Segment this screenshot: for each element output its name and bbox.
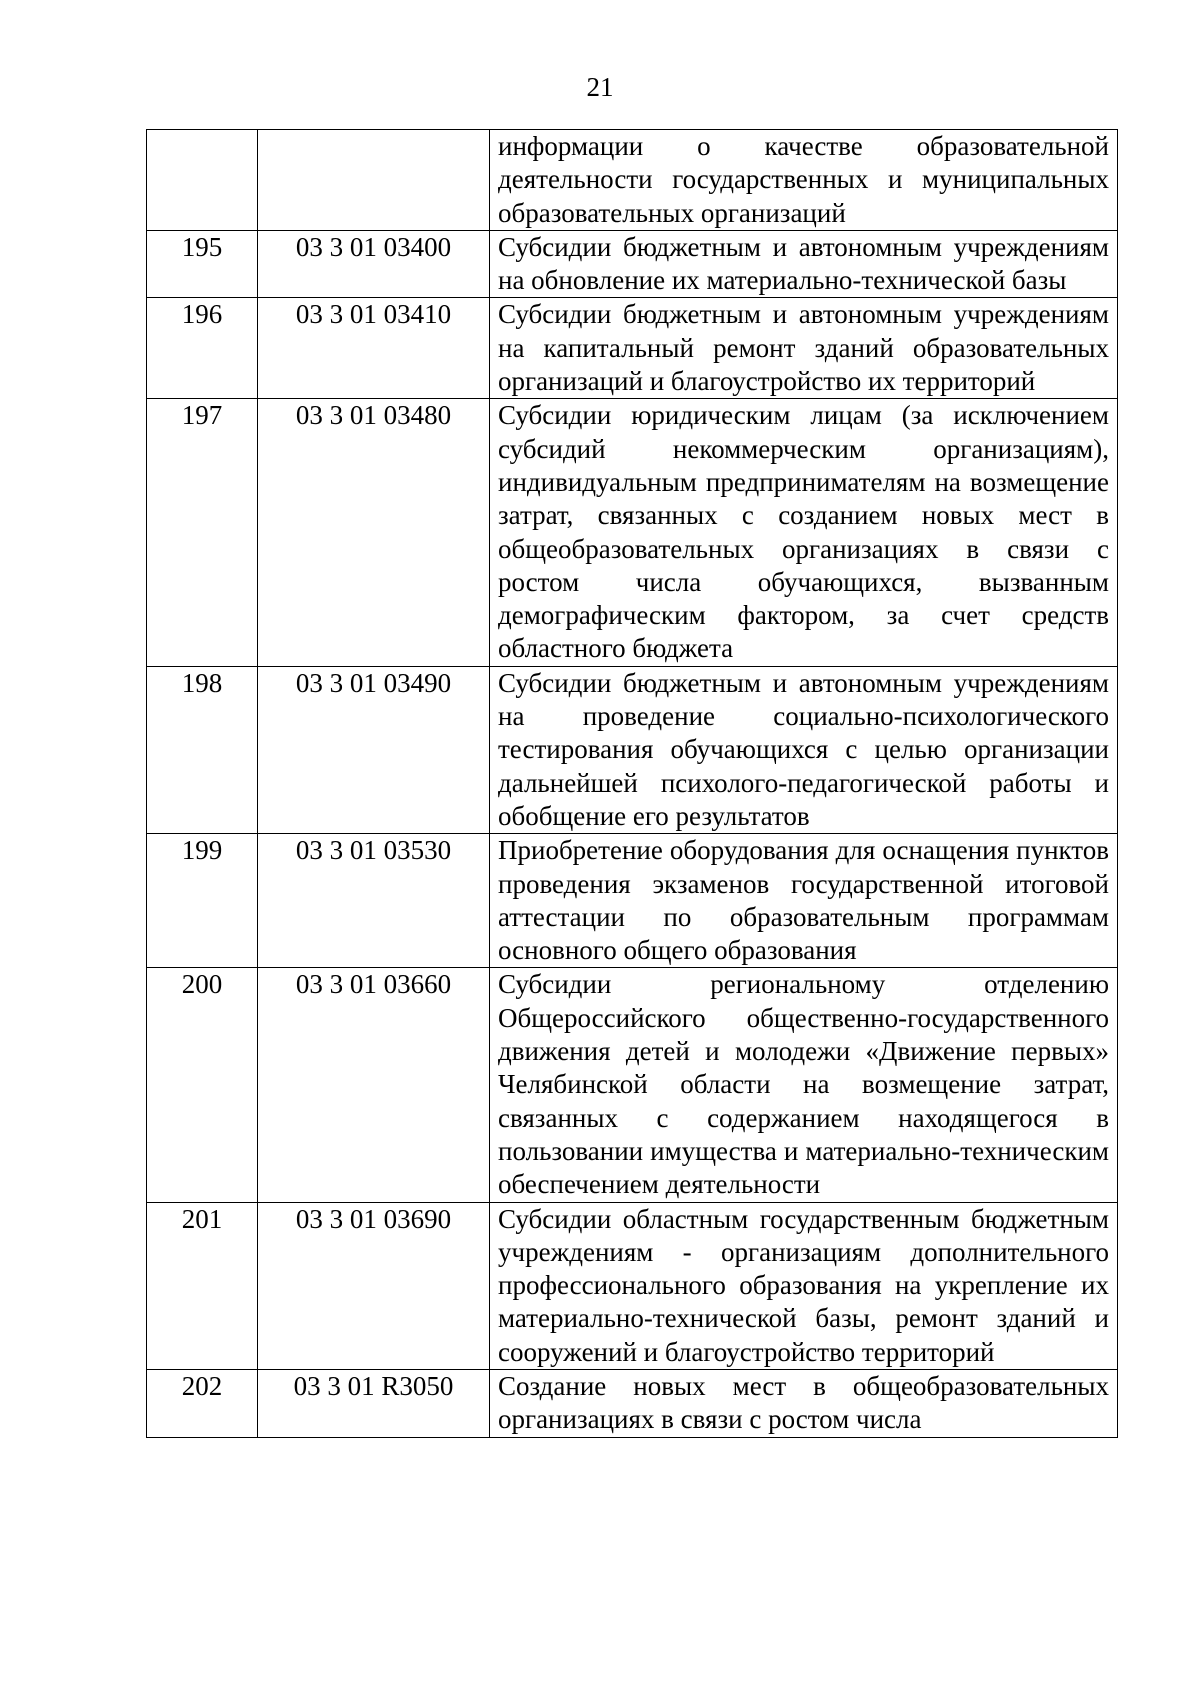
table-row	[147, 298, 1118, 399]
row-number: 197	[181, 400, 223, 431]
description-cell	[490, 968, 1118, 1202]
code-cell	[258, 230, 490, 298]
table-row	[147, 666, 1118, 833]
budget-code: 03 3 01 03690	[295, 1203, 452, 1234]
budget-code: 03 3 01 03480	[295, 400, 452, 431]
table-row	[147, 130, 1118, 231]
row-number: 199	[181, 835, 223, 866]
description-cell	[490, 666, 1118, 833]
table-row	[147, 399, 1118, 666]
description-text: Субсидии бюджетным и автономным учреждениям на обновление их материально-технической базы	[498, 231, 1109, 296]
row-number-cell	[147, 834, 258, 968]
row-number-cell	[147, 230, 258, 298]
row-number-cell	[147, 1202, 258, 1369]
budget-code: 03 3 01 03660	[295, 969, 452, 1000]
description-cell	[490, 1369, 1118, 1437]
description-cell	[490, 230, 1118, 298]
row-number: 200	[181, 969, 223, 1000]
code-cell	[258, 1369, 490, 1437]
row-number-cell	[147, 666, 258, 833]
budget-code: 03 3 01 03530	[295, 835, 452, 866]
budget-code: 03 3 01 03410	[295, 299, 452, 330]
code-cell	[258, 666, 490, 833]
code-cell	[258, 399, 490, 666]
description-text: Создание новых мест в общеобразовательных организациях в связи с ростом числа	[498, 1370, 1109, 1435]
description-text: Субсидии юридическим лицам (за исключением субсидий некоммерческим организациям), индивидуальным предпринимателям на возмещение затрат, связанных с созданием новых мест в общеобразовательных организациях в связи с ростом числа обучающихся, вызванным демографическим фактором, за счет средств областного бюджета	[498, 400, 1109, 664]
row-number-cell	[147, 1369, 258, 1437]
description-cell	[490, 298, 1118, 399]
page-number: 21	[586, 72, 614, 102]
row-number: 198	[181, 667, 223, 698]
row-number-cell	[147, 399, 258, 666]
description-text: Приобретение оборудования для оснащения пунктов проведения экзаменов государственной итоговой аттестации по образовательным программам основного общего образования	[498, 835, 1109, 966]
table-row	[147, 230, 1118, 298]
table-row	[147, 968, 1118, 1202]
budget-code: 03 3 01 03490	[295, 667, 452, 698]
code-cell	[258, 298, 490, 399]
budget-code: 03 3 01 03400	[295, 231, 452, 262]
table-row	[147, 834, 1118, 968]
row-number: 202	[181, 1370, 223, 1401]
row-number-cell	[147, 130, 258, 231]
description-cell	[490, 834, 1118, 968]
row-number: 195	[181, 231, 223, 262]
description-text: Субсидии региональному отделению Общероссийского общественно-государственного движения детей и молодежи «Движение первых» Челябинской области на возмещение затрат, связанных с содержанием находящегося в пользовании имущества и материально-техническим обеспечением деятельности	[498, 969, 1109, 1200]
budget-codes-table	[146, 129, 1118, 1438]
description-text: Субсидии бюджетным и автономным учреждениям на капитальный ремонт зданий образовательных организаций и благоустройство их территорий	[498, 299, 1109, 397]
code-cell	[258, 834, 490, 968]
description-text: Субсидии бюджетным и автономным учреждениям на проведение социально-психологического тестирования обучающихся с целью организации дальнейшей психолого-педагогической работы и обобщение его результатов	[498, 667, 1109, 831]
code-cell	[258, 1202, 490, 1369]
row-number-cell	[147, 298, 258, 399]
description-cell	[490, 399, 1118, 666]
code-cell	[258, 130, 490, 231]
table-row	[147, 1369, 1118, 1437]
budget-code: 03 3 01 R3050	[293, 1370, 454, 1401]
row-number-cell	[147, 968, 258, 1202]
description-text: информации о качестве образовательной деятельности государственных и муниципальных образовательных организаций	[498, 131, 1109, 228]
description-text: Субсидии областным государственным бюджетным учреждениям - организациям дополнительного профессионального образования на укрепление их материально-технической базы, ремонт зданий и сооружений и благоустройство территорий	[498, 1203, 1109, 1367]
row-number: 196	[181, 299, 223, 330]
code-cell	[258, 968, 490, 1202]
description-cell	[490, 1202, 1118, 1369]
row-number: 201	[181, 1203, 223, 1234]
table-row	[147, 1202, 1118, 1369]
description-cell	[490, 130, 1118, 231]
